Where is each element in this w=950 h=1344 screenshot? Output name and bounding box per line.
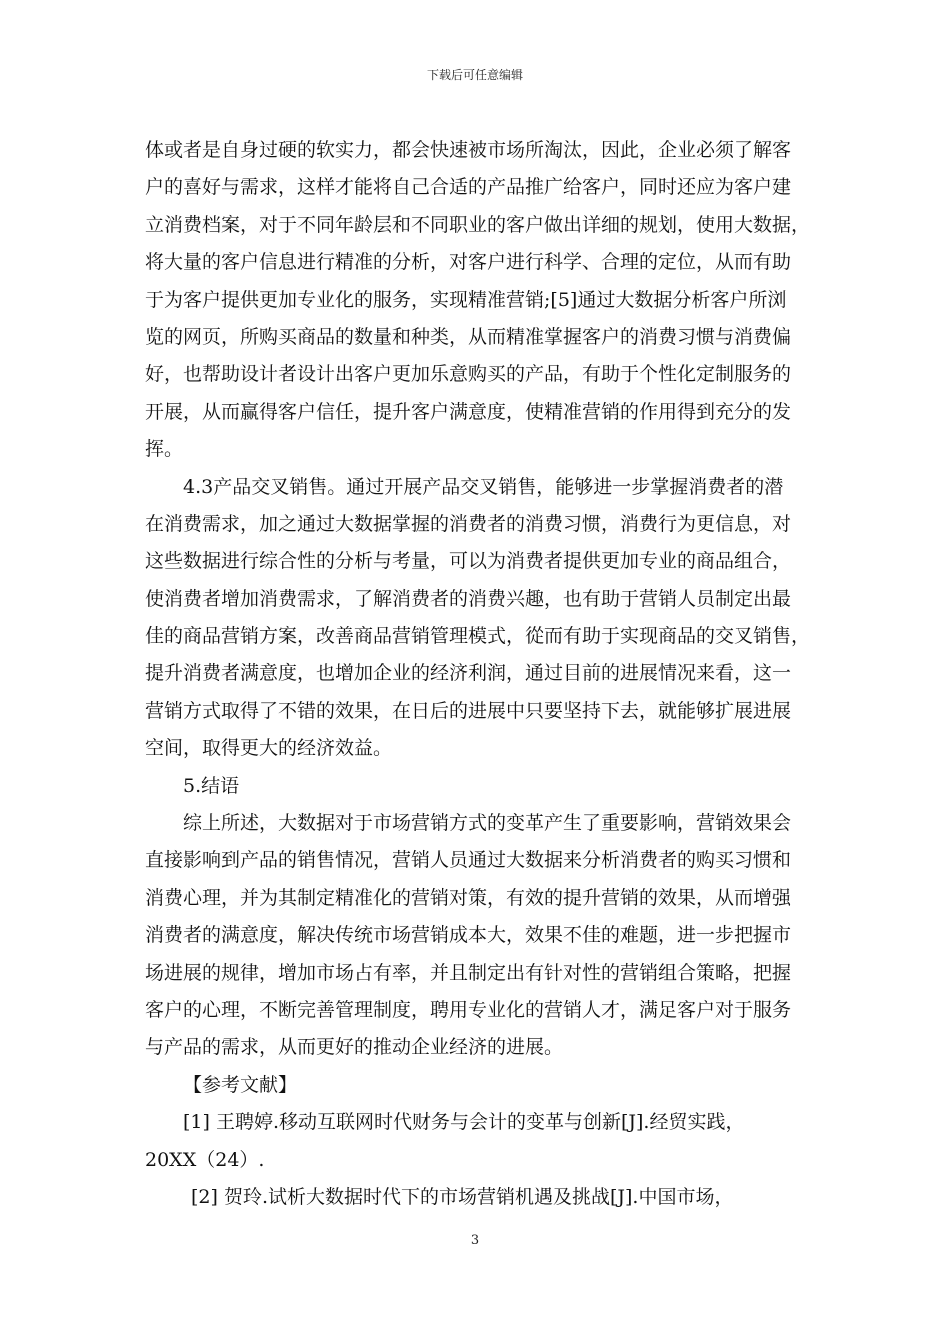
text-line: 挥。 <box>145 438 184 461</box>
text-line: 空间，取得更大的经济效益。 <box>145 737 393 760</box>
document-body <box>145 132 810 1216</box>
text-line: 这些数据进行综合性的分析与考量，可以为消费者提供更加专业的商品组合， <box>145 550 792 573</box>
reference-item-2 <box>145 1179 810 1216</box>
page-number: 3 <box>470 1233 480 1248</box>
text-line: 体或者是自身过硬的软实力，都会快速被市场所淘汰，因此，企业必须了解客 <box>145 139 792 161</box>
text-line: 使消费者增加消费需求，了解消费者的消费兴趣，也有助于营销人员制定出最 <box>145 587 792 610</box>
text-line: 客户的心理，不断完善管理制度，聘用专业化的营销人才，满足客户对于服务 <box>145 998 792 1021</box>
section-heading-conclusion: 5.结语 <box>183 774 240 797</box>
text-line: 在消费需求，加之通过大数据掌握的消费者的消费习惯，消费行为更信息，对 <box>145 512 792 535</box>
text-line: 消费者的满意度，解决传统市场营销成本大，效果不佳的难题，进一步把握市 <box>145 924 792 947</box>
text-line: [2] 贺玲.试析大数据时代下的市场营销机遇及挑战[J].中国市场， <box>191 1185 734 1208</box>
text-line: 综上所述，大数据对于市场营销方式的变革产生了重要影响，营销效果会 <box>183 812 792 835</box>
text-line: 与产品的需求，从而更好的推动企业经济的进展。 <box>145 1036 564 1059</box>
text-line: 览的网页，所购买商品的数量和种类，从而精准掌握客户的消费习惯与消费偏 <box>145 325 792 348</box>
text-line: 场进展的规律，增加市场占有率，并且制定出有针对性的营销组合策略，把握 <box>145 961 792 984</box>
text-line: 开展，从而赢得客户信任，提升客户满意度，使精准营销的作用得到充分的发 <box>145 400 792 423</box>
text-line: 营销方式取得了不错的效果，在日后的进展中只要坚持下去，就能够扩展进展 <box>145 699 792 722</box>
page-header: 下载后可任意编辑 <box>426 68 523 82</box>
paragraph-conclusion <box>145 805 810 1067</box>
text-line: 直接影响到产品的销售情况，营销人员通过大数据来分析消费者的购买习惯和 <box>145 849 792 872</box>
reference-item-1 <box>145 1104 810 1179</box>
text-line: 于为客户提供更加专业化的服务，实现精准营销;[5]通过大数据分析客户所浏 <box>145 288 787 311</box>
paragraph-precision-marketing <box>145 132 810 469</box>
text-line: 消费心理，并为其制定精准化的营销对策，有效的提升营销的效果，从而增强 <box>145 886 792 909</box>
text-line: [1] 王聘婷.移动互联网时代财务与会计的变革与创新[J].经贸实践， <box>183 1111 745 1134</box>
references-heading: 【参考文献】 <box>183 1073 298 1096</box>
text-line: 好，也帮助设计者设计出客户更加乐意购买的产品，有助于个性化定制服务的 <box>145 363 792 386</box>
text-line: 提升消费者满意度，也增加企业的经济利润，通过目前的进展情况来看，这一 <box>145 662 792 685</box>
text-line: 佳的商品营销方案，改善商品营销管理模式，從而有助于实现商品的交叉销售， <box>145 625 811 648</box>
text-line: 立消费档案，对于不同年龄层和不同职业的客户做出详细的规划，使用大数据， <box>145 213 811 236</box>
paragraph-cross-selling <box>145 469 810 768</box>
text-line: 20XX（24）. <box>145 1148 265 1171</box>
text-line: 将大量的客户信息进行精准的分析，对客户进行科学、合理的定位，从而有助 <box>145 251 792 274</box>
text-line: 户的喜好与需求，这样才能将自己合适的产品推广给客户，同时还应为客户建 <box>145 176 792 199</box>
text-line: 4.3产品交叉销售。通过开展产品交叉销售，能够进一步掌握消费者的潜 <box>183 475 784 498</box>
